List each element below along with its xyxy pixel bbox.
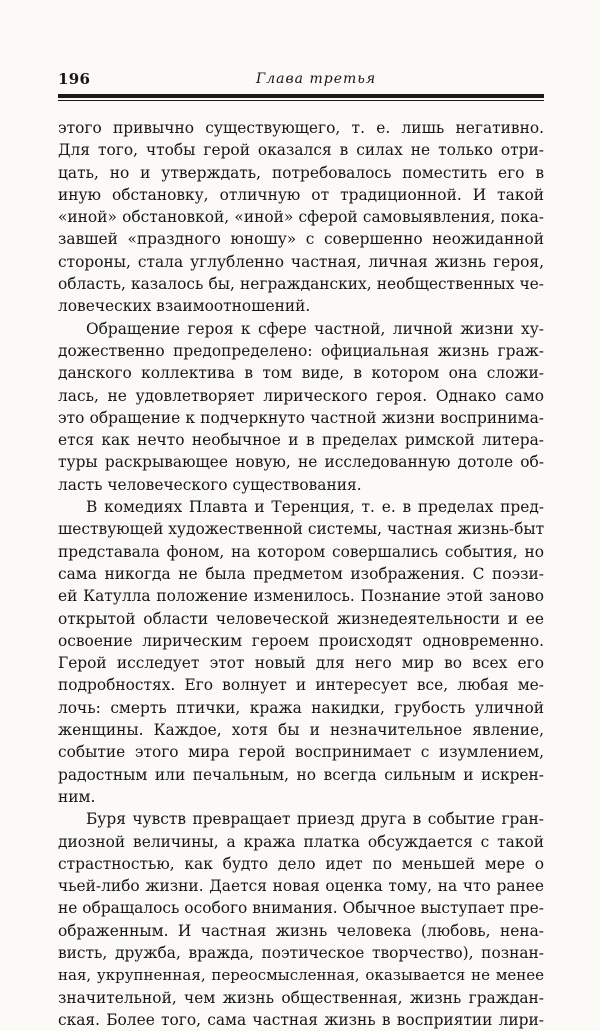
text-line: ловеческих взаимоотношений. [58, 297, 311, 316]
text-line: дожественно предопределено: официальная жизнь граж- [58, 341, 544, 360]
text-line: этого привычно существующего, т. е. лишь негативно. [58, 119, 544, 137]
text-line: ей Катулла положение изменилось. Познание этой заново [58, 587, 544, 606]
text-line: шествующей художественной системы, частная жизнь-быт [58, 520, 544, 539]
text-line: это обращение к подчеркнуто частной жизни воспринима- [58, 408, 544, 427]
text-line: страстностью, как будто дело идет по меньшей мере о [58, 854, 544, 873]
header-rule-thin [58, 100, 544, 101]
text-line: иную обстановку, отличную от традиционной. И такой [58, 185, 544, 204]
text-line: чьей-либо жизни. Дается новая оценка тому, на что ранее [58, 877, 544, 896]
running-head [58, 70, 544, 90]
text-line: ображенным. И частная жизнь человека (любовь, нена- [58, 921, 544, 940]
text-line: сама никогда не была предметом изображения. С поэзи- [58, 564, 544, 583]
text-line: ская. Более того, сама частная жизнь в восприятии лири- [58, 1010, 544, 1029]
text-line: освоение лирическим героем происходят одновременно. [58, 631, 544, 650]
text-line: «иной» обстановкой, «иной» сферой самовыявления, пока- [58, 208, 544, 227]
text-line: завшей «праздного юношу» с совершенно неожиданной [58, 230, 544, 249]
header-rule-thick [58, 94, 544, 98]
text-line: значительной, чем жизнь общественная, жизнь граждан- [58, 988, 544, 1007]
text-line: лась, не удовлетворяет лирического героя. Однако само [58, 386, 544, 405]
text-line: лочь: смерть птички, кража накидки, грубость уличной [58, 698, 544, 717]
text-line: Герой исследует этот новый для него мир во всех его [58, 654, 544, 673]
text-line: диозной величины, а кража платка обсуждается с такой [58, 832, 544, 851]
text-line: Обращение героя к сфере частной, личной жизни ху- [86, 319, 544, 338]
text-line: открытой области человеческой жизнедеятельности и ее [58, 609, 544, 628]
text-line: область, казалось бы, негражданских, необщественных че- [58, 275, 544, 294]
body-text [58, 117, 544, 1031]
text-line: ласть человеческого существования. [58, 475, 362, 494]
chapter-title: Глава третья [256, 71, 377, 87]
text-line: событие этого мира герой воспринимает с изумлением, [58, 743, 544, 762]
text-line: женщины. Каждое, хотя бы и незначительное явление, [58, 721, 544, 740]
text-line: Буря чувств превращает приезд друга в событие гран- [86, 810, 544, 829]
text-line: не обращалось особого внимания. Обычное выступает пре- [58, 899, 544, 918]
text-line: Для того, чтобы герой оказался в силах не только отри- [58, 141, 544, 160]
text-line: подробностях. Его волнует и интересует все, любая ме- [58, 676, 544, 695]
text-line: цать, но и утверждать, потребовалось поместить его в [58, 163, 544, 182]
text-line: представала фоном, на котором совершались события, но [58, 542, 544, 561]
text-line: ним. [58, 787, 96, 806]
text-line: радостным или печальным, но всегда сильным и искрен- [58, 765, 544, 784]
text-line: В комедиях Плавта и Теренция, т. е. в пределах пред- [86, 498, 544, 517]
text-line: ная, укрупненная, переосмысленная, оказывается не менее [58, 966, 544, 985]
text-line: туры раскрывающее новую, не исследованную дотоле об- [58, 453, 544, 472]
text-line: данского коллектива в том виде, в котором она сложи- [58, 364, 544, 383]
text-line: висть, дружба, вражда, поэтическое творчество), познан- [58, 943, 544, 962]
text-line: ется как нечто необычное и в пределах римской литера- [58, 431, 544, 450]
text-line: стороны, стала углубленно частная, личная жизнь героя, [58, 252, 544, 271]
page-number: 196 [58, 70, 91, 88]
